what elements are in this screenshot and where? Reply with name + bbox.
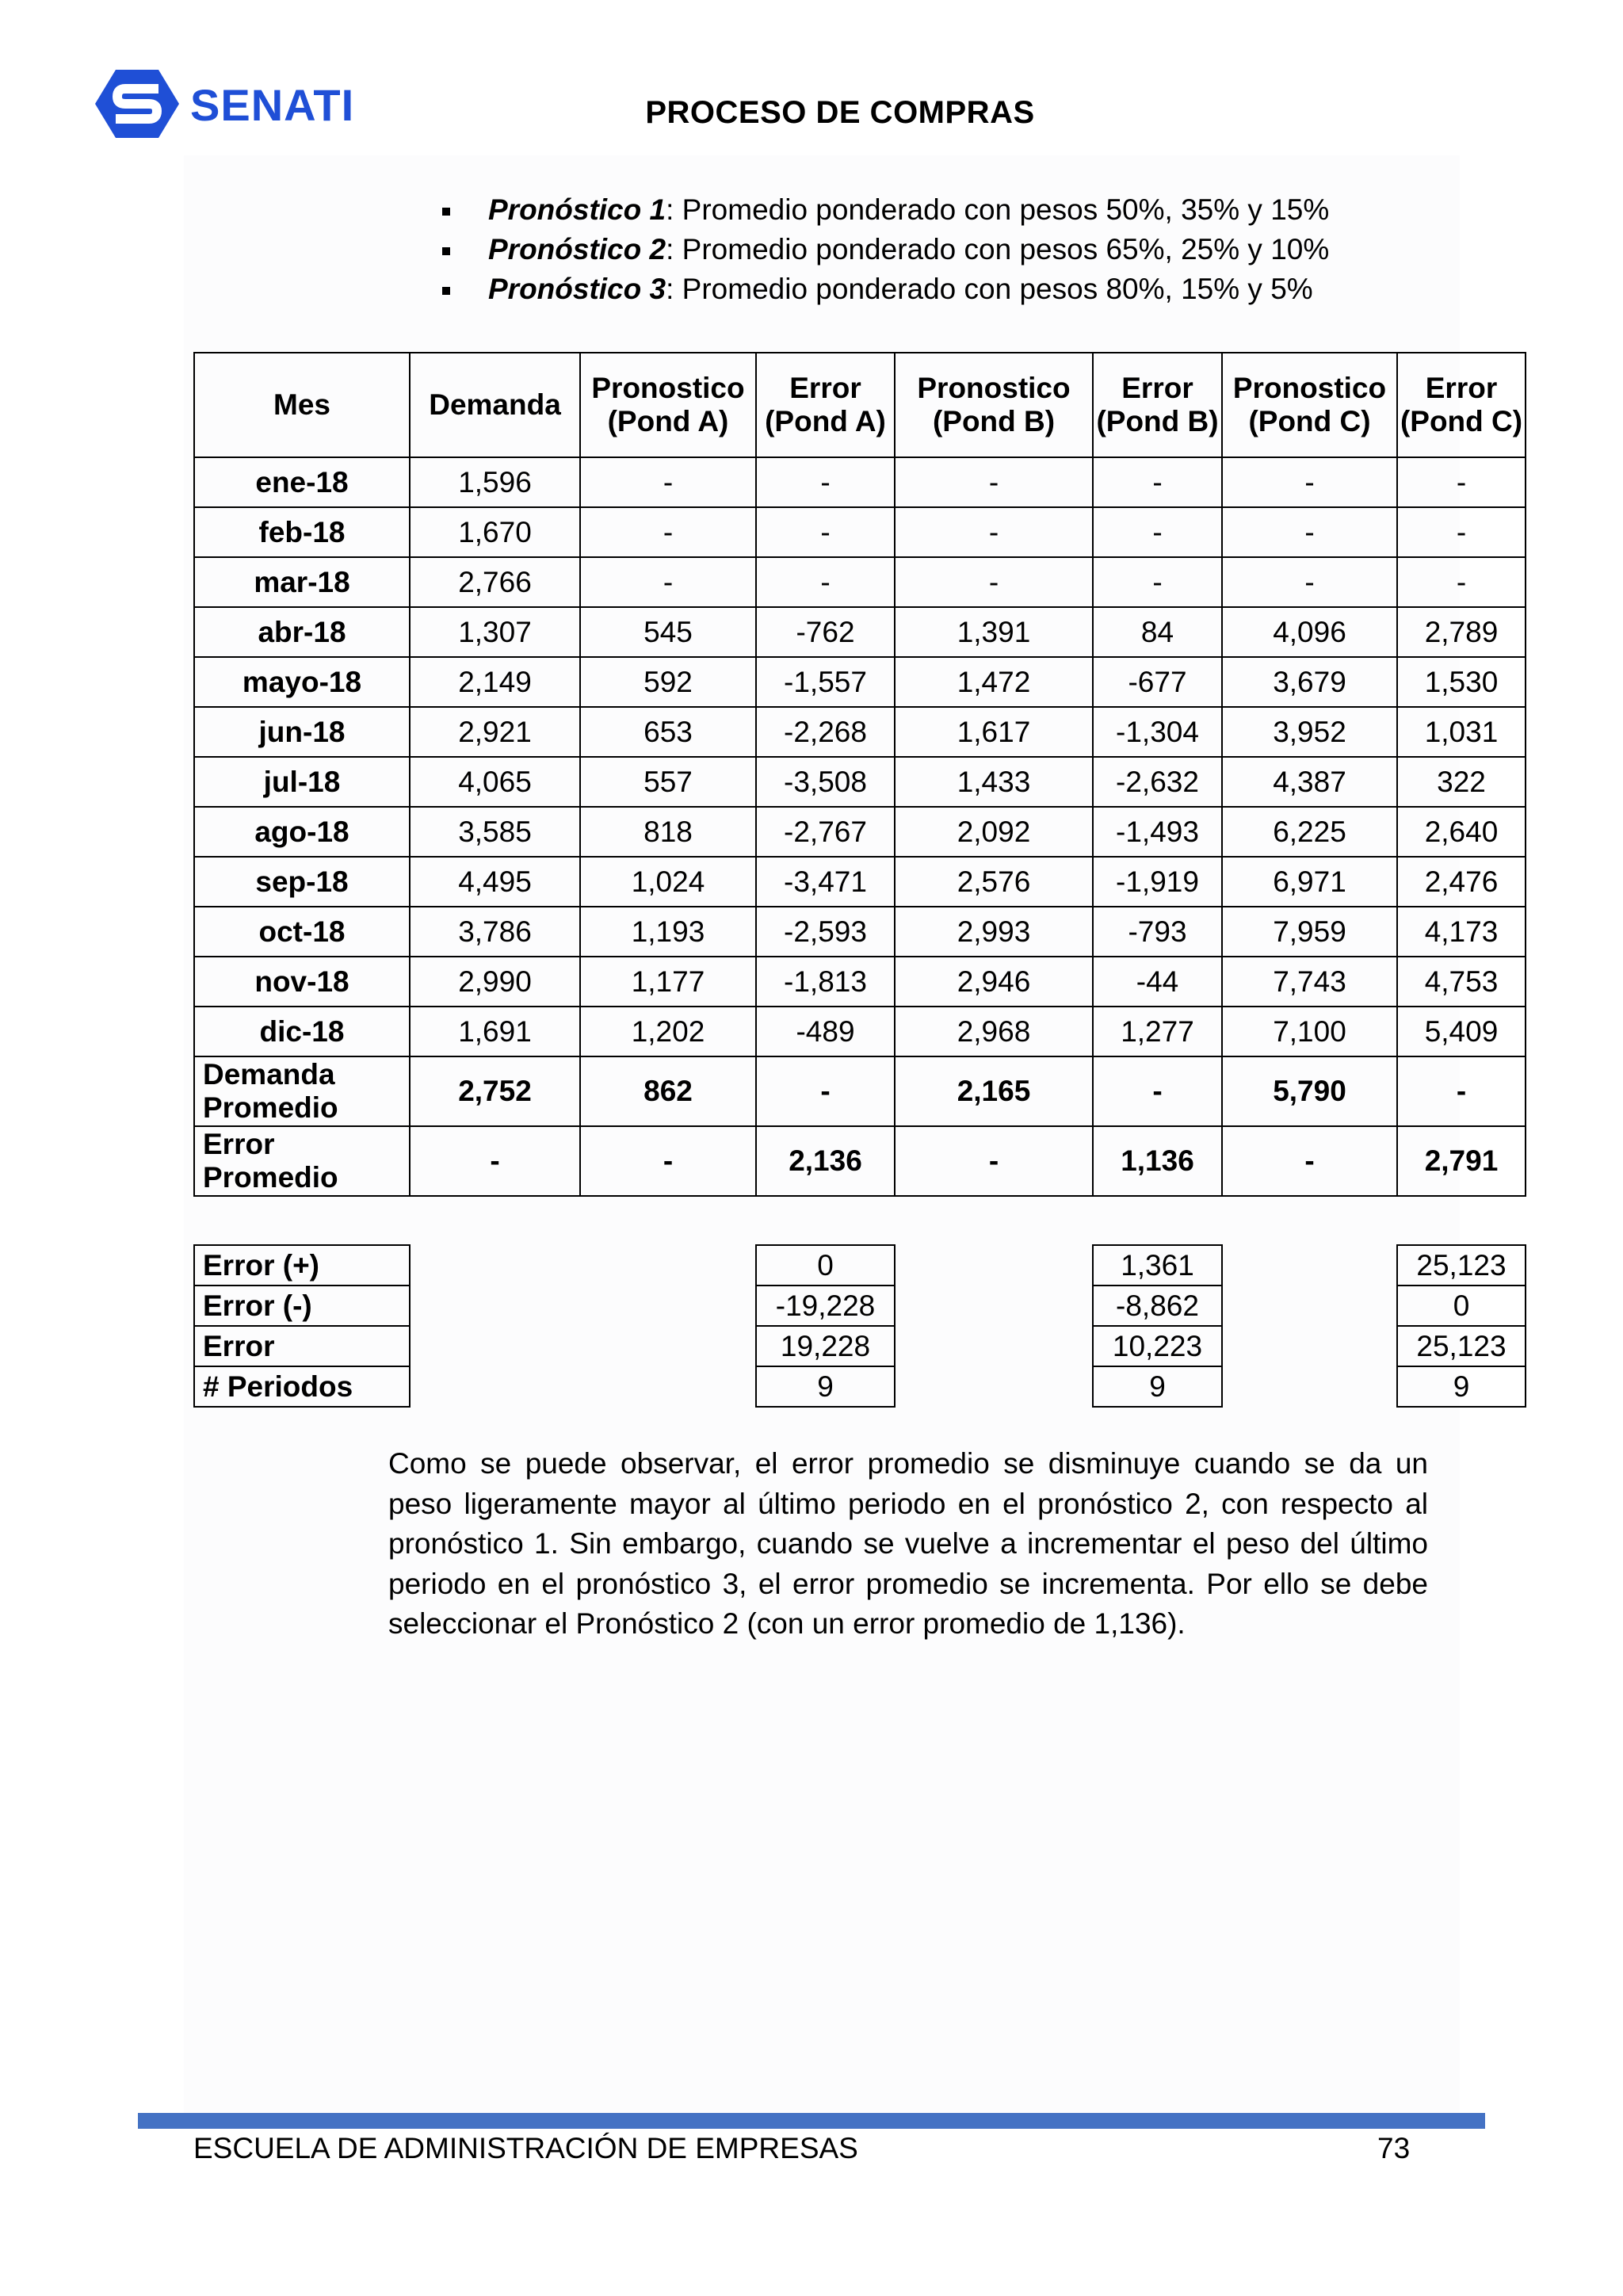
table-cell: 6,971 — [1222, 857, 1397, 907]
page-title: PROCESO DE COMPRAS — [645, 95, 1035, 130]
blank-cell — [895, 1366, 1093, 1407]
table-cell: -1,557 — [756, 657, 895, 707]
table-cell: - — [1093, 507, 1222, 557]
table-cell: 2,476 — [1397, 857, 1526, 907]
blank-cell — [580, 1245, 756, 1286]
table-cell: - — [895, 557, 1093, 607]
summary-cell: - — [410, 1126, 580, 1196]
table-cell: - — [1397, 557, 1526, 607]
error-label: Error (-) — [194, 1286, 410, 1326]
blank-cell — [410, 1326, 580, 1366]
logo-text: SENATI — [190, 80, 355, 130]
error-value-c: 0 — [1397, 1286, 1526, 1326]
error-value-a: 0 — [756, 1245, 895, 1286]
table-cell: 2,921 — [410, 707, 580, 757]
error-label: Error — [194, 1326, 410, 1366]
table-cell: 84 — [1093, 607, 1222, 657]
summary-cell: - — [580, 1126, 756, 1196]
error-label: # Periodos — [194, 1366, 410, 1407]
table-row — [194, 857, 1526, 907]
month-cell: ene-18 — [194, 457, 410, 507]
month-cell: jun-18 — [194, 707, 410, 757]
table-cell: - — [580, 507, 756, 557]
error-row — [194, 1326, 1526, 1366]
summary-cell: 2,165 — [895, 1056, 1093, 1126]
table-cell: 7,743 — [1222, 957, 1397, 1007]
table-cell: 2,149 — [410, 657, 580, 707]
table-row — [194, 707, 1526, 757]
table-cell: - — [1093, 557, 1222, 607]
table-cell: -2,593 — [756, 907, 895, 957]
table-cell: 1,472 — [895, 657, 1093, 707]
table-cell: 2,968 — [895, 1007, 1093, 1056]
table-cell: - — [895, 457, 1093, 507]
bullet-item: Pronóstico 2: Promedio ponderado con pesos 65%, 25% y 10% — [439, 230, 1329, 269]
summary-cell: - — [895, 1126, 1093, 1196]
error-row — [194, 1366, 1526, 1407]
table-row — [194, 757, 1526, 807]
forecast-bullet-list — [439, 190, 1329, 309]
table-cell: 3,786 — [410, 907, 580, 957]
error-value-b: 10,223 — [1093, 1326, 1222, 1366]
table-cell: 1,530 — [1397, 657, 1526, 707]
summary-cell: - — [756, 1056, 895, 1126]
summary-cell: 862 — [580, 1056, 756, 1126]
footer-bar — [138, 2113, 1485, 2129]
error-summary-table — [193, 1244, 1526, 1408]
table-row — [194, 457, 1526, 507]
table-cell: - — [580, 457, 756, 507]
table-row — [194, 557, 1526, 607]
summary-cell: - — [1222, 1126, 1397, 1196]
table-cell: 7,959 — [1222, 907, 1397, 957]
table-cell: 4,096 — [1222, 607, 1397, 657]
table-cell: 1,691 — [410, 1007, 580, 1056]
table-cell: -1,919 — [1093, 857, 1222, 907]
table-cell: 1,024 — [580, 857, 756, 907]
blank-cell — [1222, 1366, 1397, 1407]
table-cell: 4,065 — [410, 757, 580, 807]
table-cell: 557 — [580, 757, 756, 807]
blank-cell — [1222, 1326, 1397, 1366]
table-cell: 2,766 — [410, 557, 580, 607]
blank-cell — [580, 1326, 756, 1366]
table-row — [194, 607, 1526, 657]
table-cell: 818 — [580, 807, 756, 857]
column-header: Error (Pond A) — [756, 353, 895, 457]
summary-cell: 2,791 — [1397, 1126, 1526, 1196]
blank-cell — [580, 1286, 756, 1326]
column-header: Error (Pond C) — [1397, 353, 1526, 457]
summary-label: Demanda Promedio — [194, 1056, 410, 1126]
table-cell: - — [1222, 457, 1397, 507]
table-cell: 1,670 — [410, 507, 580, 557]
table-cell: -1,493 — [1093, 807, 1222, 857]
summary-cell: 2,752 — [410, 1056, 580, 1126]
table-cell: - — [1397, 507, 1526, 557]
table-cell: 1,202 — [580, 1007, 756, 1056]
page-number: 73 — [1377, 2132, 1411, 2164]
table-row — [194, 807, 1526, 857]
table-cell: -44 — [1093, 957, 1222, 1007]
blank-cell — [895, 1326, 1093, 1366]
table-cell: 2,789 — [1397, 607, 1526, 657]
column-header: Pronostico (Pond C) — [1222, 353, 1397, 457]
table-row — [194, 657, 1526, 707]
table-cell: - — [756, 457, 895, 507]
table-cell: -3,471 — [756, 857, 895, 907]
column-header: Demanda — [410, 353, 580, 457]
summary-cell: 1,136 — [1093, 1126, 1222, 1196]
summary-row — [194, 1056, 1526, 1126]
error-value-c: 25,123 — [1397, 1245, 1526, 1286]
table-cell: -2,767 — [756, 807, 895, 857]
table-cell: - — [1222, 557, 1397, 607]
table-cell: 3,679 — [1222, 657, 1397, 707]
table-cell: 1,391 — [895, 607, 1093, 657]
month-cell: dic-18 — [194, 1007, 410, 1056]
table-cell: -489 — [756, 1007, 895, 1056]
error-row — [194, 1245, 1526, 1286]
table-cell: -2,268 — [756, 707, 895, 757]
month-cell: abr-18 — [194, 607, 410, 657]
table-cell: 4,173 — [1397, 907, 1526, 957]
error-value-b: 1,361 — [1093, 1245, 1222, 1286]
column-header: Pronostico (Pond B) — [895, 353, 1093, 457]
table-cell: - — [895, 507, 1093, 557]
table-row — [194, 1007, 1526, 1056]
table-header-row — [194, 353, 1526, 457]
column-header: Pronostico (Pond A) — [580, 353, 756, 457]
table-cell: 3,952 — [1222, 707, 1397, 757]
error-value-c: 25,123 — [1397, 1326, 1526, 1366]
blank-cell — [895, 1245, 1093, 1286]
table-cell: 545 — [580, 607, 756, 657]
table-cell: 4,387 — [1222, 757, 1397, 807]
error-value-a: 19,228 — [756, 1326, 895, 1366]
table-cell: 1,177 — [580, 957, 756, 1007]
month-cell: jul-18 — [194, 757, 410, 807]
table-cell: -2,632 — [1093, 757, 1222, 807]
summary-cell: - — [1397, 1056, 1526, 1126]
summary-cell: 5,790 — [1222, 1056, 1397, 1126]
table-cell: 1,617 — [895, 707, 1093, 757]
bullet-item: Pronóstico 1: Promedio ponderado con pesos 50%, 35% y 15% — [439, 190, 1329, 230]
table-cell: -1,813 — [756, 957, 895, 1007]
error-value-a: -19,228 — [756, 1286, 895, 1326]
table-cell: 2,640 — [1397, 807, 1526, 857]
error-row — [194, 1286, 1526, 1326]
column-header: Error (Pond B) — [1093, 353, 1222, 457]
table-cell: 322 — [1397, 757, 1526, 807]
summary-row — [194, 1126, 1526, 1196]
summary-cell: 2,136 — [756, 1126, 895, 1196]
month-cell: mar-18 — [194, 557, 410, 607]
month-cell: mayo-18 — [194, 657, 410, 707]
table-cell: -677 — [1093, 657, 1222, 707]
blank-cell — [1222, 1245, 1397, 1286]
table-row — [194, 907, 1526, 957]
blank-cell — [580, 1366, 756, 1407]
blank-cell — [410, 1286, 580, 1326]
footer-school: ESCUELA DE ADMINISTRACIÓN DE EMPRESAS — [193, 2132, 858, 2164]
month-cell: nov-18 — [194, 957, 410, 1007]
error-value-c: 9 — [1397, 1366, 1526, 1407]
table-cell: 1,433 — [895, 757, 1093, 807]
blank-cell — [410, 1366, 580, 1407]
table-cell: -1,304 — [1093, 707, 1222, 757]
error-value-a: 9 — [756, 1366, 895, 1407]
table-cell: 1,277 — [1093, 1007, 1222, 1056]
table-cell: 2,092 — [895, 807, 1093, 857]
table-cell: 2,993 — [895, 907, 1093, 957]
table-row — [194, 507, 1526, 557]
month-cell: oct-18 — [194, 907, 410, 957]
forecast-table — [193, 352, 1526, 1197]
table-cell: -762 — [756, 607, 895, 657]
table-cell: 653 — [580, 707, 756, 757]
table-cell: 592 — [580, 657, 756, 707]
summary-label: Error Promedio — [194, 1126, 410, 1196]
blank-cell — [410, 1245, 580, 1286]
table-cell: 4,753 — [1397, 957, 1526, 1007]
table-cell: 1,596 — [410, 457, 580, 507]
error-label: Error (+) — [194, 1245, 410, 1286]
table-cell: 7,100 — [1222, 1007, 1397, 1056]
table-cell: 2,946 — [895, 957, 1093, 1007]
table-cell: 1,031 — [1397, 707, 1526, 757]
table-row — [194, 957, 1526, 1007]
table-cell: -793 — [1093, 907, 1222, 957]
table-cell: 5,409 — [1397, 1007, 1526, 1056]
table-cell: - — [756, 507, 895, 557]
table-cell: 1,193 — [580, 907, 756, 957]
column-header: Mes — [194, 353, 410, 457]
table-cell: 3,585 — [410, 807, 580, 857]
conclusion-paragraph: Como se puede observar, el error promedio se disminuye cuando se da un peso ligeramente mayor al último periodo en el pronóstico 2, con respecto al pronóstico 1. Sin embargo, cuando se vuelve a incrementar el peso del último periodo en el pronóstico 3, el error promedio se incrementa. Por ello se debe seleccionar el Pronóstico 2 (con un error promedio de 1,136). — [388, 1447, 1428, 1640]
blank-cell — [895, 1286, 1093, 1326]
error-value-b: -8,862 — [1093, 1286, 1222, 1326]
table-cell: -3,508 — [756, 757, 895, 807]
summary-cell: - — [1093, 1056, 1222, 1126]
month-cell: ago-18 — [194, 807, 410, 857]
table-cell: 1,307 — [410, 607, 580, 657]
table-cell: - — [756, 557, 895, 607]
error-value-b: 9 — [1093, 1366, 1222, 1407]
bullet-item: Pronóstico 3: Promedio ponderado con pesos 80%, 15% y 5% — [439, 269, 1329, 309]
table-cell: 4,495 — [410, 857, 580, 907]
table-cell: - — [1222, 507, 1397, 557]
month-cell: sep-18 — [194, 857, 410, 907]
table-cell: 2,990 — [410, 957, 580, 1007]
table-cell: - — [580, 557, 756, 607]
table-cell: 6,225 — [1222, 807, 1397, 857]
table-cell: - — [1093, 457, 1222, 507]
blank-cell — [1222, 1286, 1397, 1326]
table-cell: - — [1397, 457, 1526, 507]
table-cell: 2,576 — [895, 857, 1093, 907]
month-cell: feb-18 — [194, 507, 410, 557]
